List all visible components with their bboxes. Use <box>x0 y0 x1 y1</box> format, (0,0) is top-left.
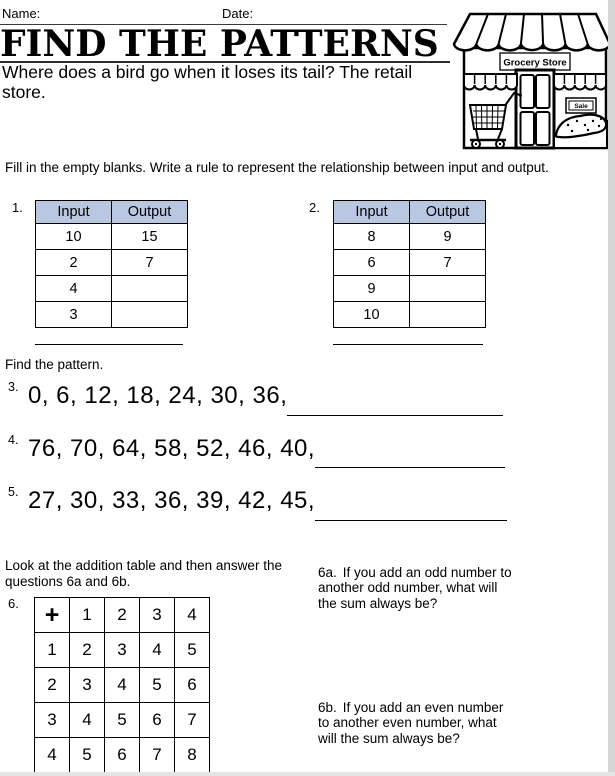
table-cell: 1 <box>70 598 105 633</box>
table-cell-blank[interactable] <box>112 302 188 328</box>
table-row <box>334 276 486 302</box>
table-cell: 7 <box>175 703 210 738</box>
table-cell: 7 <box>410 250 486 276</box>
table-cell: 9 <box>410 224 486 250</box>
table-cell-blank[interactable] <box>112 276 188 302</box>
sequence-4: 76, 70, 64, 58, 52, 46, 40, <box>28 435 316 462</box>
table-cell: 4 <box>35 738 70 773</box>
question-5-number: 5. <box>8 485 19 499</box>
table-cell: 4 <box>105 668 140 703</box>
table-cell: 5 <box>105 703 140 738</box>
table-cell: 8 <box>334 224 410 250</box>
table-row <box>334 224 486 250</box>
table-header-row <box>334 201 486 224</box>
table-row <box>35 738 210 773</box>
rule-answer-line-2[interactable] <box>333 344 483 345</box>
find-pattern-heading: Find the pattern. <box>5 357 104 372</box>
table-cell: 3 <box>105 633 140 668</box>
table-row <box>36 250 188 276</box>
sequence-3-answer-line[interactable] <box>287 415 503 416</box>
table-cell: 7 <box>112 250 188 276</box>
question-3-number: 3. <box>8 380 19 394</box>
question-6b <box>318 700 518 746</box>
table-cell: 6 <box>105 738 140 773</box>
sequence-5-answer-line[interactable] <box>315 520 507 521</box>
table-cell: 10 <box>334 302 410 328</box>
table-cell: 6 <box>140 703 175 738</box>
table-cell: 3 <box>35 703 70 738</box>
sequence-4-answer-line[interactable] <box>315 467 505 468</box>
table-cell: 6 <box>175 668 210 703</box>
addition-table-instruction: Look at the addition table and then answer the questions 6a and 6b. <box>5 558 282 589</box>
table-row <box>36 276 188 302</box>
table-cell-blank[interactable] <box>410 302 486 328</box>
table-row <box>36 302 188 328</box>
plus-symbol-cell: + <box>35 598 70 633</box>
table-cell: 6 <box>334 250 410 276</box>
table-cell: 4 <box>140 633 175 668</box>
table-cell: 3 <box>70 668 105 703</box>
table-row <box>36 224 188 250</box>
input-output-table-2 <box>333 200 486 328</box>
table-cell: 4 <box>70 703 105 738</box>
question-4-number: 4. <box>8 433 19 447</box>
input-output-table-1 <box>35 200 188 328</box>
table-cell: 2 <box>35 668 70 703</box>
table-cell: 4 <box>175 598 210 633</box>
question-2-number: 2. <box>309 200 320 215</box>
table-cell: 5 <box>140 668 175 703</box>
table-cell: 8 <box>175 738 210 773</box>
name-label: Name: <box>2 6 41 21</box>
table-header-row <box>36 201 188 224</box>
table-cell: 5 <box>70 738 105 773</box>
sequence-3: 0, 6, 12, 18, 24, 30, 36, <box>28 382 288 409</box>
table-cell: 4 <box>36 276 112 302</box>
table-row <box>334 250 486 276</box>
table-row <box>35 703 210 738</box>
grocery-store-illustration <box>450 4 612 150</box>
fill-blanks-instruction: Fill in the empty blanks. Write a rule to represent the relationship between input and output. <box>5 160 549 175</box>
table-cell: 2 <box>105 598 140 633</box>
question-6a-label: 6a. <box>318 565 337 580</box>
rule-answer-line-1[interactable] <box>35 344 183 345</box>
sale-sign-text: Sale <box>574 103 588 110</box>
store-awning <box>454 14 610 50</box>
date-label: Date: <box>222 6 254 21</box>
right-awning <box>554 74 606 90</box>
question-6-number: 6. <box>8 596 19 611</box>
page-edge-bottom <box>0 772 615 776</box>
table-cell: 2 <box>36 250 112 276</box>
input-header: Input <box>36 201 112 224</box>
table-cell: 15 <box>112 224 188 250</box>
table-cell-blank[interactable] <box>410 276 486 302</box>
question-1-number: 1. <box>12 200 23 215</box>
table-cell: 3 <box>140 598 175 633</box>
table-cell: 10 <box>36 224 112 250</box>
table-row <box>35 668 210 703</box>
output-header: Output <box>112 201 188 224</box>
question-6a <box>318 565 518 611</box>
table-cell: 1 <box>35 633 70 668</box>
page-edge-right <box>608 0 615 776</box>
question-6b-label: 6b. <box>318 700 337 715</box>
table-row <box>35 633 210 668</box>
table-cell: 7 <box>140 738 175 773</box>
question-6b-text: If you add an even number to another even number, what will the sum always be? <box>318 700 504 746</box>
question-6a-text: If you add an odd number to another odd number, what will the sum always be? <box>318 565 512 611</box>
input-header: Input <box>334 201 410 224</box>
table-row <box>35 598 210 633</box>
riddle-text: Where does a bird go when it loses its tail? The retail store. <box>2 62 413 102</box>
worksheet-title: FIND THE PATTERNS <box>0 23 439 65</box>
left-awning <box>464 74 517 90</box>
table-row <box>334 302 486 328</box>
addition-table <box>34 597 210 773</box>
sequence-5: 27, 30, 33, 36, 39, 42, 45, <box>28 487 316 514</box>
table-cell: 5 <box>175 633 210 668</box>
table-cell: 9 <box>334 276 410 302</box>
table-cell: 2 <box>70 633 105 668</box>
output-header: Output <box>410 201 486 224</box>
table-cell: 3 <box>36 302 112 328</box>
store-sign-text: Grocery Store <box>503 57 567 69</box>
